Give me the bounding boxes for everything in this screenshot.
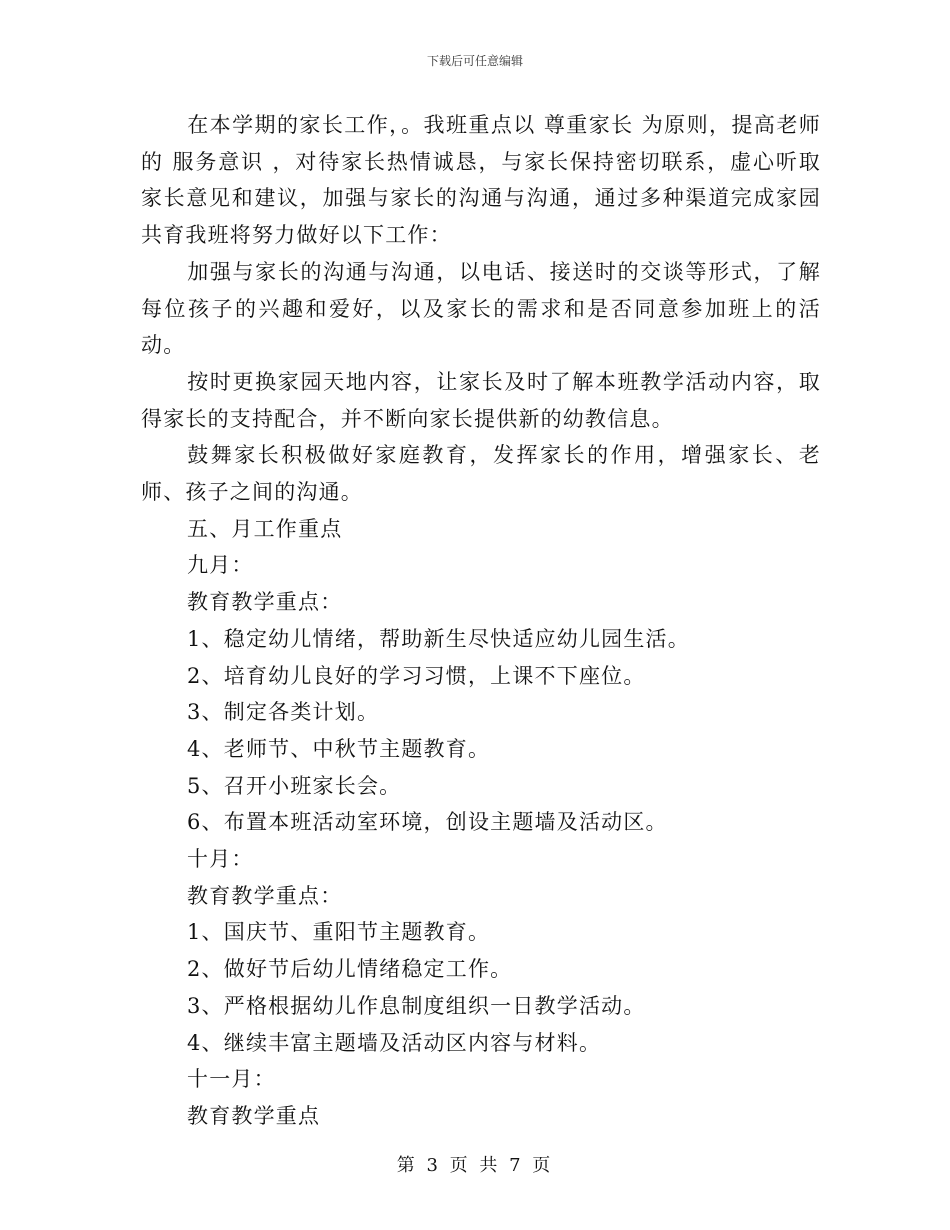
paragraph-home-garden: 按时更换家园天地内容，让家长及时了解本班教学活动内容，取得家长的支持配合，并不断向家长提供新的幼教信息。 [141,369,821,431]
list-item: 4、老师节、中秋节主题教育。 [187,736,491,761]
list-item: 3、制定各类计划。 [187,700,380,725]
month-heading-october: 十月： [187,847,254,872]
list-item: 3、严格根据幼儿作息制度组织一日教学活动。 [187,993,646,1018]
document-body [141,107,821,1135]
paragraph-communication: 加强与家长的沟通与沟通，以电话、接送时的交谈等形式，了解每位孩子的兴趣和爱好，以及家长的需求和是否同意参加班上的活动。 [141,259,821,358]
page-header-note: 下载后可任意编辑 [426,54,523,68]
list-item: 4、继续丰富主题墙及活动区内容与材料。 [187,1030,602,1055]
month-heading-november: 十一月： [187,1067,276,1092]
list-item: 1、国庆节、重阳节主题教育。 [187,920,491,945]
subheading-teaching-focus: 教育教学重点 [187,1103,321,1128]
page-number: 第 3 页 共 7 页 [396,1155,554,1176]
list-item: 5、召开小班家长会。 [187,773,402,798]
subheading-teaching-focus: 教育教学重点： [187,590,343,615]
paragraph-parent-work: 在本学期的家长工作，。我班重点以 尊重家长 为原则，提高老师的 服务意识 ，对待家长热情诚恳，与家长保持密切联系，虚心听取家长意见和建议，加强与家长的沟通与沟通，通过多种渠道完成家园共育我班将努力做好以下工作： [141,113,821,248]
paragraph-family-education: 鼓舞家长积极做好家庭教育，发挥家长的作用，增强家长、老师、孩子之间的沟通。 [141,443,821,505]
list-item: 1、稳定幼儿情绪，帮助新生尽快适应幼儿园生活。 [187,626,690,651]
list-item: 2、培育幼儿良好的学习习惯，上课不下座位。 [187,663,646,688]
month-heading-september: 九月： [187,553,254,578]
list-item: 6、布置本班活动室环境，创设主题墙及活动区。 [187,810,668,835]
subheading-teaching-focus: 教育教学重点： [187,883,343,908]
section-heading-monthly-focus: 五、月工作重点 [187,516,343,541]
list-item: 2、做好节后幼儿情绪稳定工作。 [187,957,513,982]
